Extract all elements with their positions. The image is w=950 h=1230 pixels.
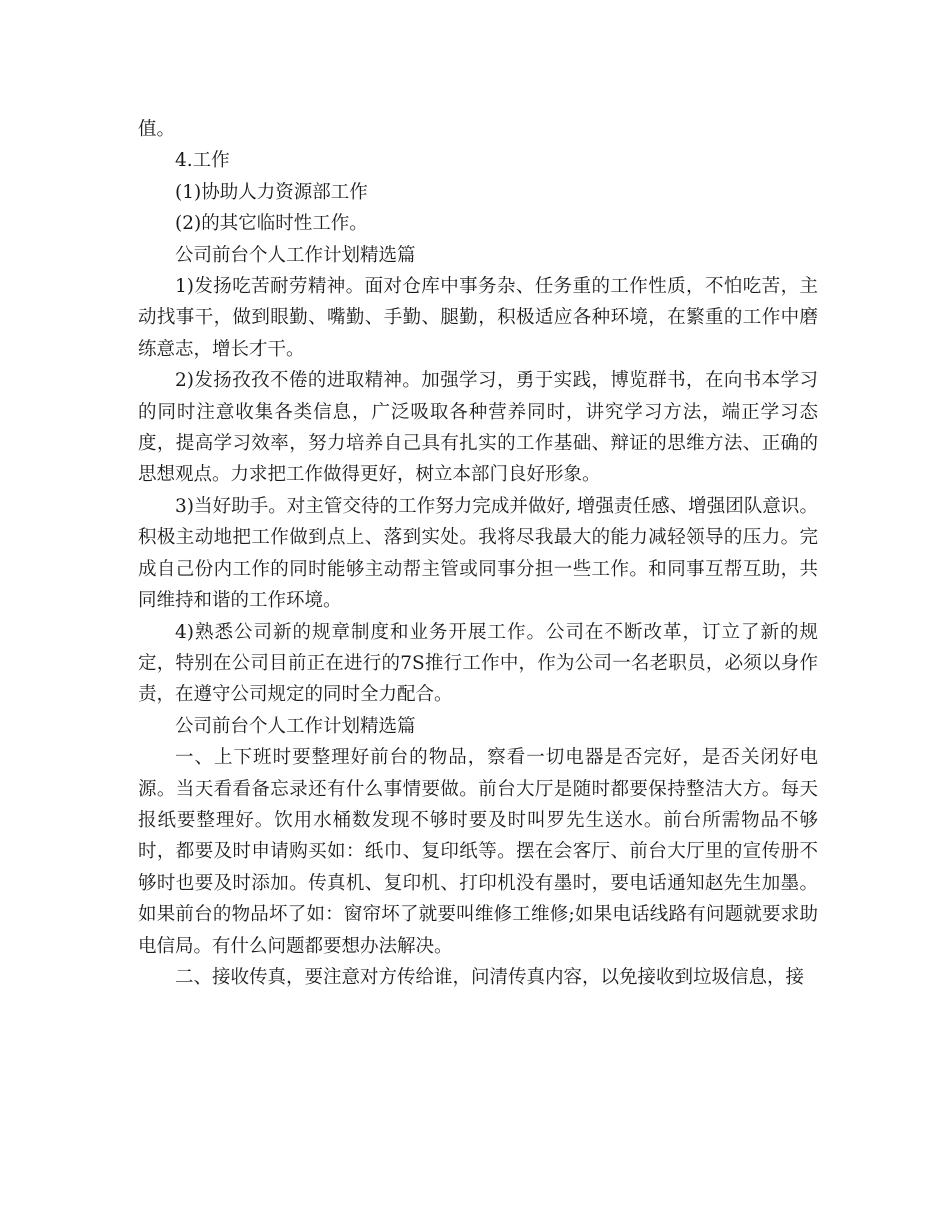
section-heading-1: 公司前台个人工作计划精选篇 <box>175 244 416 266</box>
paragraph-4: (2)的其它临时性工作。 <box>175 213 368 235</box>
paragraph-8: 4)熟悉公司新的规章制度和业务开展工作。公司在不断改革，订立了新的规定，特别在公司目前正在进行的7S推行工作中，作为公司一名老职员，必须以身作责，在遵守公司规定的同时全力配合。 <box>138 621 818 706</box>
paragraph-5: 1)发扬吃苦耐劳精神。面对仓库中事务杂、任务重的工作性质，不怕吃苦，主动找事干，做到眼勤、嘴勤、手勤、腿勤，积极适应各种环境，在繁重的工作中磨练意志，增长才干。 <box>138 276 818 360</box>
section-heading-2: 公司前台个人工作计划精选篇 <box>175 715 416 737</box>
paragraph-3: (1)协助人力资源部工作 <box>175 181 368 203</box>
paragraph-7: 3)当好助手。对主管交待的工作努力完成并做好, 增强责任感、增强团队意识。积极主动地把工作做到点上、落到实处。我将尽我最大的能力减轻领导的压力。完成自己份内工作的同时能够主动帮主管或同事分担一些工作。和同事互帮互助，共同维持和谐的工作环境。 <box>138 495 818 612</box>
paragraph-6: 2)发扬孜孜不倦的进取精神。加强学习，勇于实践，博览群书，在向书本学习的同时注意收集各类信息，广泛吸取各种营养同时，讲究学习方法，端正学习态度，提高学习效率，努力培养自己具有扎实的工作基础、辩证的思维方法、正确的思想观点。力求把工作做得更好，树立本部门良好形象。 <box>138 370 818 486</box>
paragraph-2: 4.工作 <box>175 150 230 172</box>
paragraph-9: 一、上下班时要整理好前台的物品，察看一切电器是否完好，是否关闭好电源。当天看看备忘录还有什么事情要做。前台大厅是随时都要保持整洁大方。每天报纸要整理好。饮用水桶数发现不够时要及时叫罗先生送水。前台所需物品不够时，都要及时申请购买如：纸巾、复印纸等。摆在会客厅、前台大厅里的宣传册不够时也要及时添加。传真机、复印机、打印机没有墨时，要电话通知赵先生加墨。如果前台的物品坏了如：窗帘坏了就要叫维修工维修;如果电话线路有问题就要求助电信局。有什么问题都要想办法解决。 <box>138 747 818 957</box>
paragraph-1: 值。 <box>138 119 176 140</box>
paragraph-10: 二、接收传真，要注意对方传给谁，问清传真内容，以免接收到垃圾信息，接 <box>175 966 805 988</box>
document-body <box>138 114 818 993</box>
